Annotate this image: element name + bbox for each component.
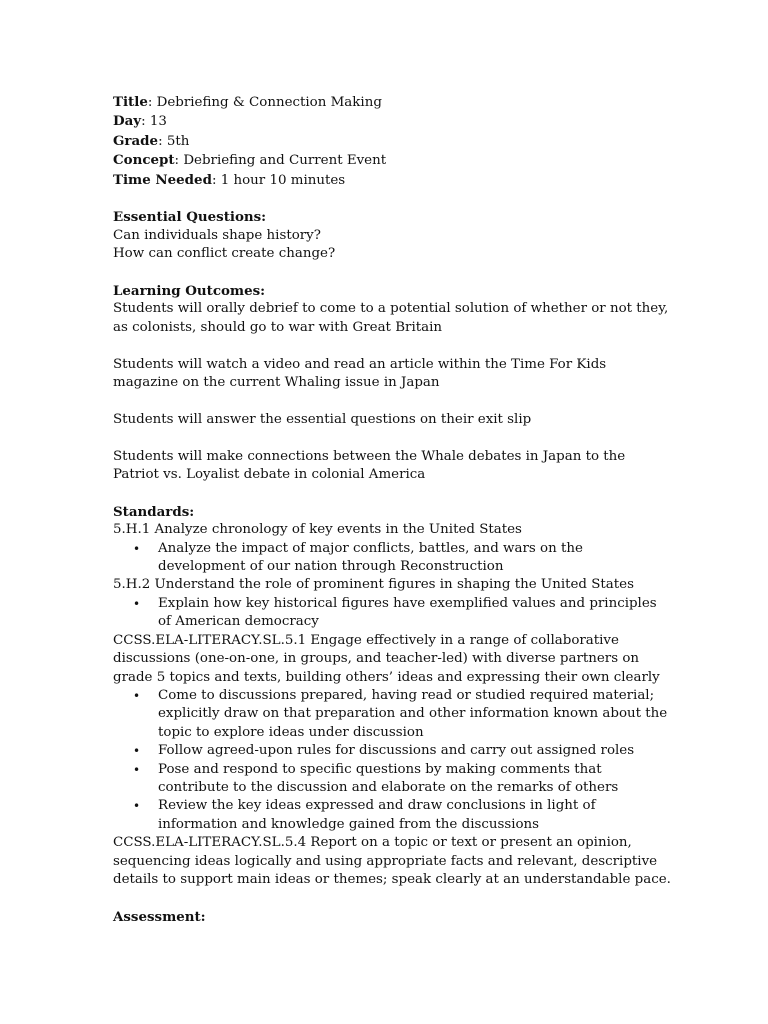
concept-line — [113, 151, 673, 170]
standard-5h1: 5.H.1 Analyze chronology of key events in the United States — [113, 522, 522, 538]
assessment-heading: Assessment: — [113, 908, 206, 925]
day-value: : 13 — [141, 114, 167, 130]
standard-bullet-item: • Pose and respond to specific questions by making comments that contribute to the discussion and elaborate on the remarks of others — [113, 761, 673, 798]
time-needed-line — [113, 171, 673, 190]
concept-label: Concept — [113, 152, 175, 169]
title-value: : Debriefing & Connection Making — [147, 95, 382, 110]
standard-bullet-item: • Review the key ideas expressed and draw conclusions in light of information and knowledge gained from the discussions — [113, 797, 673, 834]
standard-bullet-item: • Follow agreed-upon rules for discussions and carry out assigned roles — [113, 742, 673, 760]
learning-outcomes-heading: Learning Outcomes: — [113, 283, 266, 300]
standard-bullet-item: • Explain how key historical figures have exemplified values and principles of American democracy — [113, 595, 673, 632]
standard-sl51-bullets — [113, 687, 673, 834]
standard-sl54: CCSS.ELA-LITERACY.SL.5.4 Report on a topic or text or present an opinion, sequencing ideas logically and using appropriate facts and relevant, descriptive details to support main ideas or themes; speak clearly at an understandable pace. — [113, 835, 671, 887]
essential-questions-heading: Essential Questions: — [113, 209, 267, 226]
grade-label: Grade — [113, 132, 159, 149]
day-line — [113, 112, 673, 131]
time-needed-label: Time Needed — [113, 171, 212, 188]
time-needed-value: : 1 hour 10 minutes — [211, 172, 346, 188]
learning-outcome: Students will watch a video and read an article within the Time For Kids magazine on the current Whaling issue in Japan — [113, 356, 607, 391]
standard-sl51: CCSS.ELA-LITERACY.SL.5.1 Engage effectively in a range of collaborative discussions (one-on-one, in groups, and teacher-led) with diverse partners on grade 5 topics and texts, building others’ ideas and expressing their own clearly — [113, 632, 660, 685]
standards-heading: Standards: — [113, 503, 195, 520]
title-label: Title — [113, 94, 148, 110]
grade-line — [113, 132, 673, 151]
grade-value: : 5th — [158, 133, 190, 149]
standard-bullet-item: • Analyze the impact of major conflicts, battles, and wars on the development of our nation through Reconstruction — [113, 540, 673, 577]
standard-bullet-item: • Come to discussions prepared, having read or studied required material; explicitly draw on that preparation and other information known about the topic to explore ideas under discussion — [113, 687, 673, 742]
lesson-header — [113, 93, 673, 190]
learning-outcome: Students will orally debrief to come to a potential solution of whether or not they, as colonists, should go to war with Great Britain — [113, 301, 669, 335]
standard-5h2: 5.H.2 Understand the role of prominent figures in shaping the United States — [113, 577, 634, 593]
title-line — [113, 93, 673, 112]
standards-section — [113, 503, 673, 890]
concept-value: : Debriefing and Current Event — [174, 153, 387, 169]
learning-outcome: Students will make connections between the Whale debates in Japan to the Patriot vs. Loyalist debate in colonial America — [113, 448, 626, 483]
essential-question: Can individuals shape history? — [113, 227, 321, 243]
learning-outcome: Students will answer the essential questions on their exit slip — [113, 411, 532, 427]
assessment-section — [113, 908, 673, 926]
standard-5h1-bullets — [113, 540, 673, 577]
essential-question: How can conflict create change? — [113, 246, 336, 262]
standard-5h2-bullets — [113, 595, 673, 632]
day-label: Day — [113, 113, 142, 130]
document-page — [113, 93, 673, 926]
learning-outcomes-section — [113, 282, 673, 484]
essential-questions-section — [113, 208, 673, 263]
